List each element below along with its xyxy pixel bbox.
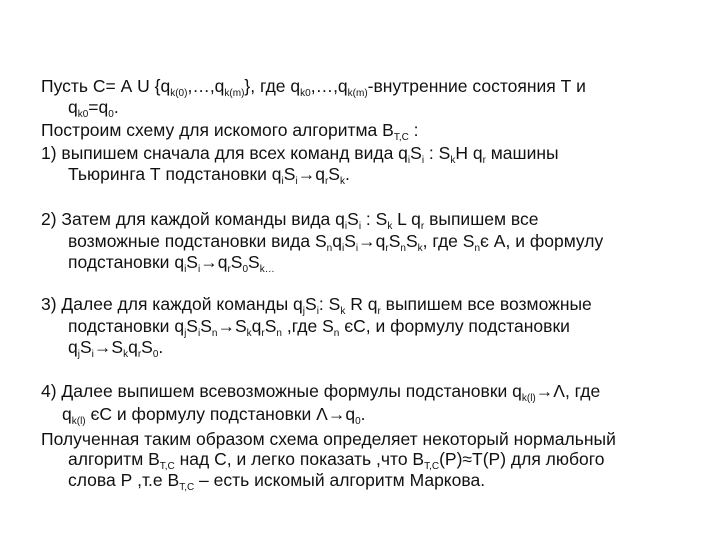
subscript: k(m) — [224, 88, 245, 99]
subscript: n — [333, 328, 340, 339]
subscript: i — [281, 176, 284, 187]
subscript: T,C — [393, 132, 409, 143]
subscript: k(l) — [521, 393, 536, 404]
subscript: r — [261, 328, 265, 339]
subscript: i — [197, 264, 201, 275]
text-run: S — [388, 231, 401, 251]
text-run: Пусть С= А U {q — [41, 76, 171, 96]
subscript: k0 — [77, 109, 89, 120]
text-run: q — [62, 404, 72, 424]
text-run: 1) выпишем сначала для всех команд вида q — [41, 143, 408, 163]
subscript: k(m) — [347, 88, 368, 99]
text-run: Построим схему для искомого алгоритма В — [41, 120, 394, 140]
text-run: Полученная таким образом схема определяет некоторый нормальный — [41, 429, 616, 449]
text-run: S — [405, 231, 418, 251]
text-line-2 — [68, 97, 119, 120]
text-run: над С, и легко показать ,что В — [174, 449, 425, 469]
text-line-3 — [41, 120, 419, 143]
text-run: S — [347, 209, 359, 229]
subscript: j — [77, 349, 80, 360]
subscript: 0 — [242, 264, 249, 275]
subscript: i — [91, 349, 94, 360]
subscript: j — [184, 328, 187, 339]
text-line-12 — [41, 381, 601, 404]
text-line-7 — [68, 231, 604, 254]
text-run: →q — [358, 231, 386, 251]
text-run: q — [128, 337, 138, 357]
subscript: k0 — [300, 88, 311, 99]
text-line-13 — [62, 404, 366, 427]
text-run: S — [141, 337, 153, 357]
text-run: }, где q — [244, 76, 301, 96]
subscript: n — [211, 328, 218, 339]
subscript: k — [246, 328, 252, 339]
text-run: алгоритм В — [68, 449, 160, 469]
subscript: i — [421, 155, 425, 166]
text-line-11 — [68, 337, 164, 360]
subscript: k — [450, 155, 456, 166]
subscript: r — [324, 176, 329, 187]
text-line-10 — [68, 316, 570, 339]
subscript: k — [417, 243, 423, 254]
text-run: S — [79, 337, 92, 357]
text-run: выпишем все — [424, 209, 539, 229]
text-run: q — [68, 97, 78, 117]
text-run: →S — [93, 337, 124, 357]
text-run: 2) Затем для каждой команды вида q — [41, 209, 345, 229]
text-run: S — [328, 164, 340, 184]
text-run: єС и формулу подстановки Λ→q — [85, 404, 356, 424]
subscript: T,C — [424, 461, 440, 472]
subscript: T,C — [159, 461, 175, 472]
text-run: →Λ, где — [535, 381, 601, 401]
text-run: =q — [88, 97, 109, 117]
text-run: : S — [361, 209, 388, 229]
text-run: . — [344, 164, 350, 184]
subscript: n — [400, 243, 406, 254]
subscript: T,C — [179, 482, 195, 493]
text-run: ,где S — [281, 316, 334, 336]
subscript: r — [385, 243, 389, 254]
text-run: S — [186, 316, 198, 336]
text-run: S — [186, 252, 198, 272]
text-run: . — [158, 337, 164, 357]
text-run: слова Р ,т.е В — [68, 470, 180, 490]
text-run: : S — [318, 294, 341, 314]
text-line-6 — [41, 209, 539, 232]
subscript: i — [344, 221, 348, 232]
subscript: i — [184, 264, 187, 275]
text-run: . — [113, 97, 119, 117]
text-run: єС, и формулу подстановки — [339, 316, 570, 336]
text-run: Тьюринга Т подстановки q — [68, 164, 282, 184]
subscript: 0 — [108, 109, 114, 120]
text-run: (Р)≈Т(Р) для любого — [439, 449, 605, 469]
text-run: подстановки q — [68, 316, 185, 336]
text-run: S — [344, 231, 356, 251]
text-run: S — [264, 316, 277, 336]
text-line-4 — [41, 143, 559, 166]
text-run: возможные подстановки вида S — [68, 231, 327, 251]
subscript: i — [341, 243, 345, 254]
text-run: є А, и формулу — [480, 231, 604, 251]
text-run: S — [410, 143, 422, 163]
text-line-9 — [41, 294, 592, 317]
text-run: ,…,q — [310, 76, 348, 96]
text-line-14 — [41, 429, 616, 449]
subscript: r — [482, 155, 486, 166]
subscript: 0 — [152, 349, 159, 360]
subscript: n — [326, 243, 333, 254]
subscript: i — [358, 221, 362, 232]
text-run: q — [251, 316, 262, 336]
text-run: 4) Далее выпишем всевозможные формулы подстановки q — [41, 381, 522, 401]
text-run: , где S — [422, 231, 475, 251]
subscript: r — [420, 221, 425, 232]
subscript: i — [316, 306, 319, 317]
text-line-8 — [68, 252, 275, 275]
text-line-15 — [68, 449, 605, 472]
text-run: →S — [217, 316, 247, 336]
text-run: L q — [392, 209, 421, 229]
subscript: i — [407, 155, 411, 166]
subscript: k(0) — [170, 88, 188, 99]
text-run: . — [360, 404, 366, 424]
text-run: H q — [455, 143, 483, 163]
text-run: ,…,q — [187, 76, 225, 96]
subscript: r — [227, 264, 231, 275]
subscript: k… — [259, 264, 275, 275]
text-run: -внутренние состояния Т и — [367, 76, 586, 96]
subscript: k(l) — [71, 416, 86, 427]
text-run: 3) Далее для каждой команды q — [41, 294, 303, 314]
text-run: : — [408, 120, 419, 140]
subscript: i — [295, 176, 298, 187]
subscript: n — [276, 328, 282, 339]
text-run: q — [332, 231, 342, 251]
text-run: машины — [485, 143, 559, 163]
subscript: k — [340, 306, 346, 317]
text-run: : S — [424, 143, 451, 163]
subscript: i — [355, 243, 359, 254]
text-run: S — [283, 164, 296, 184]
text-run: S — [200, 316, 212, 336]
subscript: r — [377, 306, 381, 317]
subscript: k — [123, 349, 129, 360]
subscript: k — [387, 221, 393, 232]
text-run: – есть искомый алгоритм Маркова. — [194, 470, 486, 490]
subscript: 0 — [355, 416, 361, 427]
text-run: →q — [297, 164, 325, 184]
text-run: выпишем все возможные — [380, 294, 592, 314]
text-run: q — [68, 337, 78, 357]
text-run: S — [230, 252, 243, 272]
text-run: подстановки q — [68, 252, 185, 272]
text-run: S — [248, 252, 260, 272]
text-run: S — [305, 294, 317, 314]
subscript: j — [302, 306, 305, 317]
text-line-5 — [68, 164, 350, 187]
subscript: n — [474, 243, 480, 254]
subscript: k — [339, 176, 345, 187]
subscript: i — [197, 328, 201, 339]
text-run: R q — [345, 294, 378, 314]
text-line-1 — [41, 76, 586, 99]
text-run: →q — [200, 252, 228, 272]
subscript: r — [137, 349, 142, 360]
text-line-16 — [68, 470, 486, 493]
